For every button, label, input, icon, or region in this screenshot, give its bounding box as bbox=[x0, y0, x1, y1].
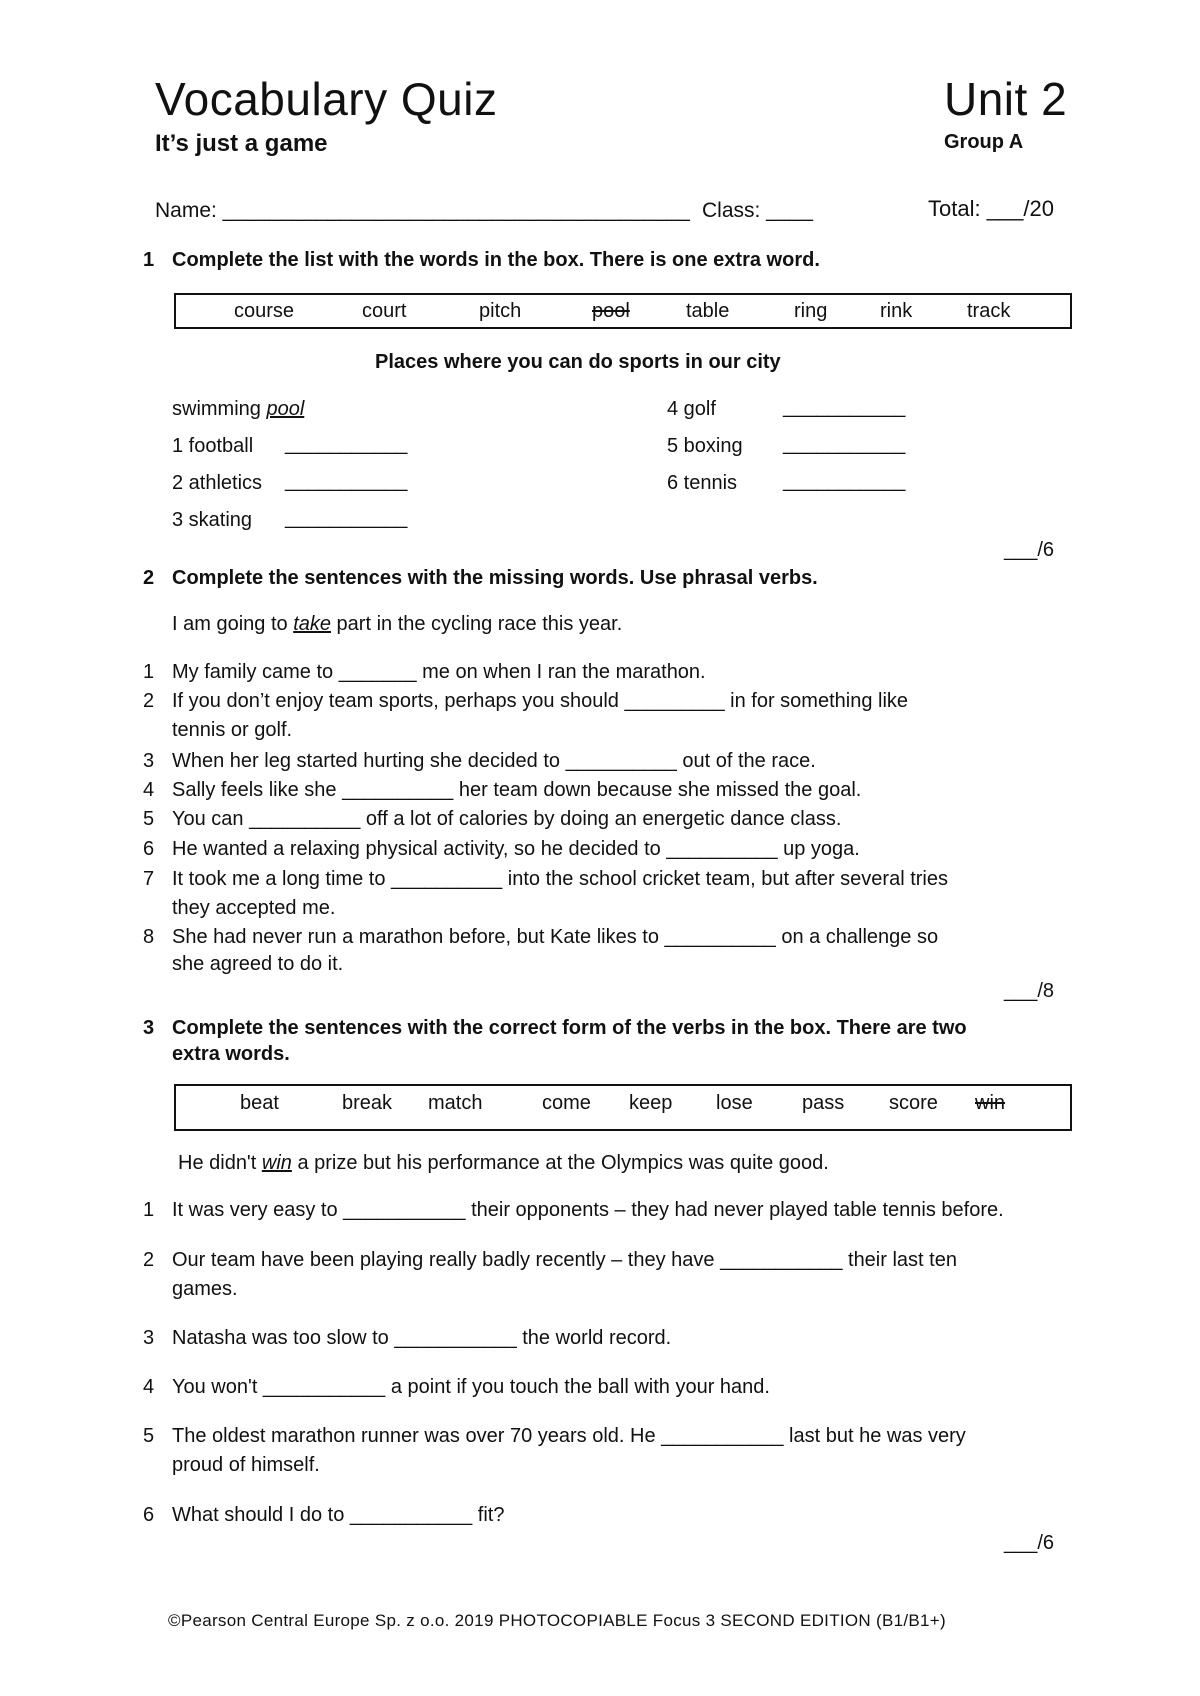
class-field[interactable]: Class: ____ bbox=[702, 199, 813, 222]
sentence-line: It took me a long time to __________ into the school cricket team, but after several tries bbox=[172, 868, 948, 890]
page-subtitle: It’s just a game bbox=[155, 130, 328, 157]
item-number: 4 bbox=[143, 779, 155, 801]
page-title: Vocabulary Quiz bbox=[155, 73, 498, 125]
box-word-used: win bbox=[975, 1092, 1006, 1114]
box-word: score bbox=[889, 1092, 938, 1114]
box-word: ring bbox=[794, 300, 828, 322]
item-number: 5 bbox=[143, 808, 155, 830]
section1-score: ___/6 bbox=[1004, 539, 1055, 561]
sentence-line: My family came to _______ me on when I ran the marathon. bbox=[172, 661, 706, 683]
section1-heading: Places where you can do sports in our city bbox=[375, 351, 781, 373]
section2-number: 2 bbox=[143, 567, 155, 589]
list-item-right: 5 boxing bbox=[667, 435, 743, 457]
sentence-line: proud of himself. bbox=[172, 1454, 320, 1476]
box-word: pitch bbox=[479, 300, 522, 322]
answer-blank[interactable]: ___________ bbox=[783, 433, 906, 455]
section2-example: I am going to take part in the cycling race this year. bbox=[172, 613, 623, 635]
item-number: 3 bbox=[143, 750, 155, 772]
section1-number: 1 bbox=[143, 249, 155, 271]
item-number: 7 bbox=[143, 868, 155, 890]
sentence-line: You can __________ off a lot of calories by doing an energetic dance class. bbox=[172, 808, 842, 830]
item-number: 4 bbox=[143, 1376, 155, 1398]
sentence-line: You won't ___________ a point if you touch the ball with your hand. bbox=[172, 1376, 770, 1398]
box-word: come bbox=[542, 1092, 591, 1114]
section2-score: ___/8 bbox=[1004, 980, 1055, 1002]
word-box-3 bbox=[174, 1084, 1072, 1131]
sentence-line: He wanted a relaxing physical activity, so he decided to __________ up yoga. bbox=[172, 838, 860, 860]
sentence-line: games. bbox=[172, 1278, 238, 1300]
list-item-left: 3 skating bbox=[172, 509, 253, 531]
list-item-left: 2 athletics bbox=[172, 472, 263, 494]
box-word: court bbox=[362, 300, 407, 322]
section1-example: swimming pool bbox=[172, 398, 305, 420]
unit-label: Unit 2 bbox=[944, 73, 1068, 125]
box-word-used: pool bbox=[592, 300, 630, 322]
item-number: 1 bbox=[143, 1199, 155, 1221]
sentence-line: The oldest marathon runner was over 70 years old. He ___________ last but he was very bbox=[172, 1425, 966, 1447]
sentence-line: It was very easy to ___________ their opponents – they had never played table tennis before. bbox=[172, 1199, 1004, 1221]
box-word: break bbox=[342, 1092, 393, 1114]
sentence-line: She had never run a marathon before, but Kate likes to __________ on a challenge so bbox=[172, 926, 939, 948]
copyright-footer: ©Pearson Central Europe Sp. z o.o. 2019 PHOTOCOPIABLE Focus 3 SECOND EDITION (B1/B1+) bbox=[168, 1611, 946, 1630]
section3-instruction: extra words. bbox=[172, 1043, 290, 1065]
sentence-line: Our team have been playing really badly recently – they have ___________ their last ten bbox=[172, 1249, 957, 1271]
box-word: keep bbox=[629, 1092, 673, 1114]
item-number: 2 bbox=[143, 690, 155, 712]
sentence-line: Natasha was too slow to ___________ the world record. bbox=[172, 1327, 672, 1349]
item-number: 2 bbox=[143, 1249, 155, 1271]
name-field[interactable]: Name: ________________________________________ bbox=[155, 199, 690, 222]
group-label: Group A bbox=[944, 131, 1024, 153]
sentence-line: Sally feels like she __________ her team down because she missed the goal. bbox=[172, 779, 862, 801]
sentence-line: tennis or golf. bbox=[172, 719, 293, 741]
item-number: 3 bbox=[143, 1327, 155, 1349]
box-word: pass bbox=[802, 1092, 845, 1114]
item-number: 1 bbox=[143, 661, 155, 683]
answer-blank[interactable]: ___________ bbox=[285, 433, 408, 455]
word-box-1 bbox=[174, 293, 1072, 329]
section3-instruction: Complete the sentences with the correct form of the verbs in the box. There are two bbox=[172, 1017, 967, 1039]
answer-blank[interactable]: ___________ bbox=[285, 470, 408, 492]
example-answer: pool bbox=[266, 398, 305, 420]
answer-blank[interactable]: ___________ bbox=[783, 470, 906, 492]
answer-blank[interactable]: ___________ bbox=[285, 507, 408, 529]
section1-instruction: Complete the list with the words in the box. There is one extra word. bbox=[172, 249, 820, 271]
sentence-line: When her leg started hurting she decided to __________ out of the race. bbox=[172, 750, 816, 772]
answer-blank[interactable]: ___________ bbox=[783, 396, 906, 418]
example-answer: win bbox=[261, 1152, 292, 1174]
item-number: 6 bbox=[143, 838, 155, 860]
box-word: table bbox=[686, 300, 730, 322]
section3-number: 3 bbox=[143, 1017, 155, 1039]
sentence-line: they accepted me. bbox=[172, 897, 336, 919]
list-item-right: 6 tennis bbox=[667, 472, 738, 494]
box-word: match bbox=[428, 1092, 483, 1114]
item-number: 6 bbox=[143, 1504, 155, 1526]
sentence-line: she agreed to do it. bbox=[172, 953, 344, 975]
section2-instruction: Complete the sentences with the missing words. Use phrasal verbs. bbox=[172, 567, 818, 589]
section3-example: He didn't win a prize but his performance at the Olympics was quite good. bbox=[178, 1152, 829, 1174]
example-answer: take bbox=[293, 613, 331, 635]
box-word: course bbox=[234, 300, 295, 322]
box-word: lose bbox=[716, 1092, 753, 1114]
total-score: Total: ___/20 bbox=[928, 196, 1054, 221]
box-word: beat bbox=[240, 1092, 279, 1114]
box-word: track bbox=[967, 300, 1011, 322]
list-item-left: 1 football bbox=[172, 435, 254, 457]
item-number: 8 bbox=[143, 926, 155, 948]
sentence-line: If you don’t enjoy team sports, perhaps you should _________ in for something like bbox=[172, 690, 909, 712]
sentence-line: What should I do to ___________ fit? bbox=[172, 1504, 505, 1526]
list-item-right: 4 golf bbox=[667, 398, 716, 420]
section3-score: ___/6 bbox=[1004, 1532, 1055, 1554]
item-number: 5 bbox=[143, 1425, 155, 1447]
box-word: rink bbox=[880, 300, 913, 322]
